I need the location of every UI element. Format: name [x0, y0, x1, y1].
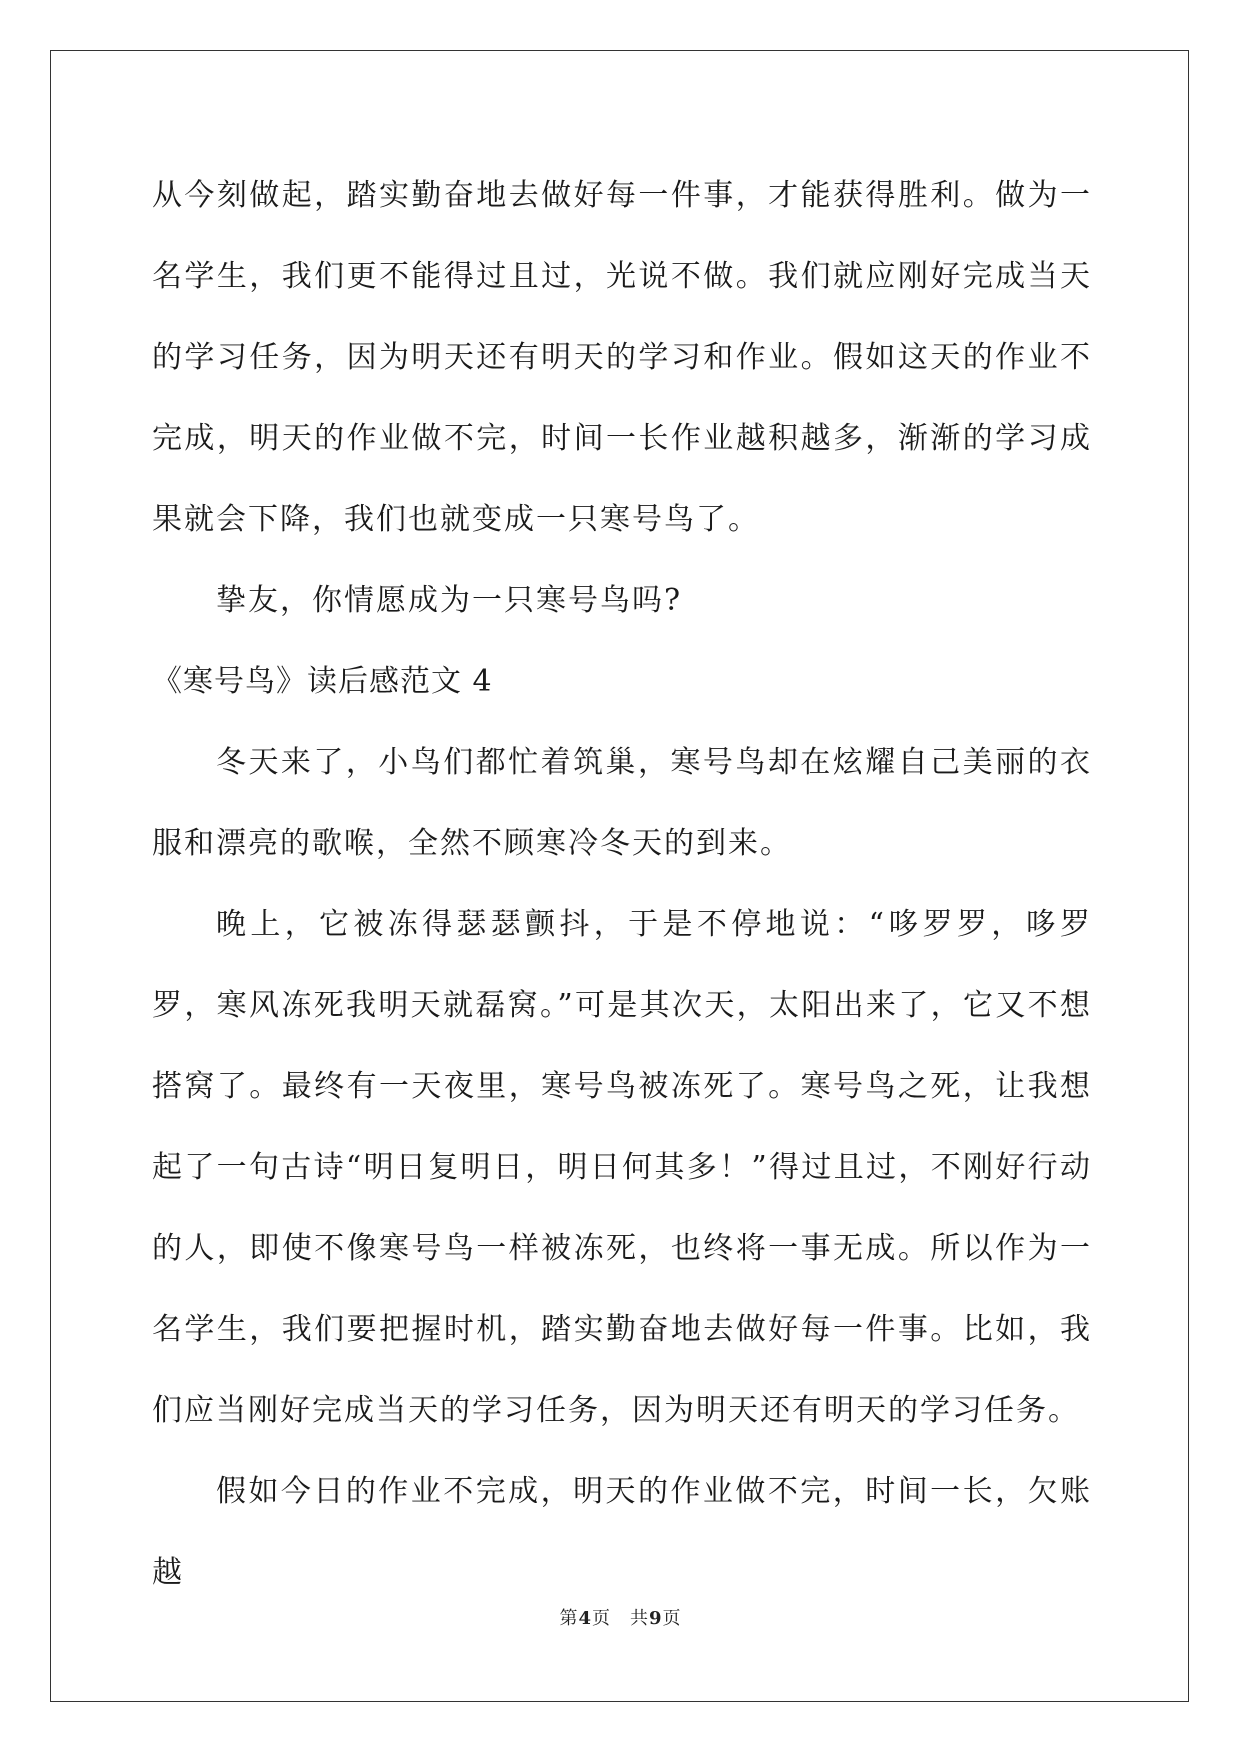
section-heading: 《寒号鸟》读后感范文 4: [152, 664, 493, 699]
page-total: 9: [649, 1608, 663, 1629]
paragraph-2: 挚友，你情愿成为一只寒号鸟吗?: [216, 583, 683, 618]
document-body: [152, 155, 1092, 1613]
page-current: 4: [578, 1608, 592, 1629]
page-footer: [0, 1607, 1241, 1631]
paragraph-1: 从今刻做起，踏实勤奋地去做好每一件事，才能获得胜利。做为一名学生，我们更不能得过且过，光说不做。我们就应刚好完成当天的学习任务，因为明天还有明天的学习和作业。假如这天的作业不完成，明天的作业做不完，时间一长作业越积越多，渐渐的学习成果就会下降，我们也就变成一只寒号鸟了。: [152, 178, 1092, 537]
paragraph-3: 冬天来了，小鸟们都忙着筑巢，寒号鸟却在炫耀自己美丽的衣服和漂亮的歌喉，全然不顾寒冷冬天的到来。: [152, 745, 1092, 861]
paragraph-4: 晚上，它被冻得瑟瑟颤抖，于是不停地说：“哆罗罗，哆罗罗，寒风冻死我明天就磊窝。”可是其次天，太阳出来了，它又不想搭窝了。最终有一天夜里，寒号鸟被冻死了。寒号鸟之死，让我想起了一句古诗“明日复明日，明日何其多！”得过且过，不刚好行动的人，即使不像寒号鸟一样被冻死，也终将一事无成。所以作为一名学生，我们要把握时机，踏实勤奋地去做好每一件事。比如，我们应当刚好完成当天的学习任务，因为明天还有明天的学习任务。: [152, 907, 1092, 1428]
page-mid: 页 共: [592, 1608, 649, 1629]
page-suffix: 页: [662, 1608, 682, 1629]
paragraph-5: 假如今日的作业不完成，明天的作业做不完，时间一长，欠账越: [152, 1474, 1092, 1590]
page-prefix: 第: [559, 1608, 579, 1629]
